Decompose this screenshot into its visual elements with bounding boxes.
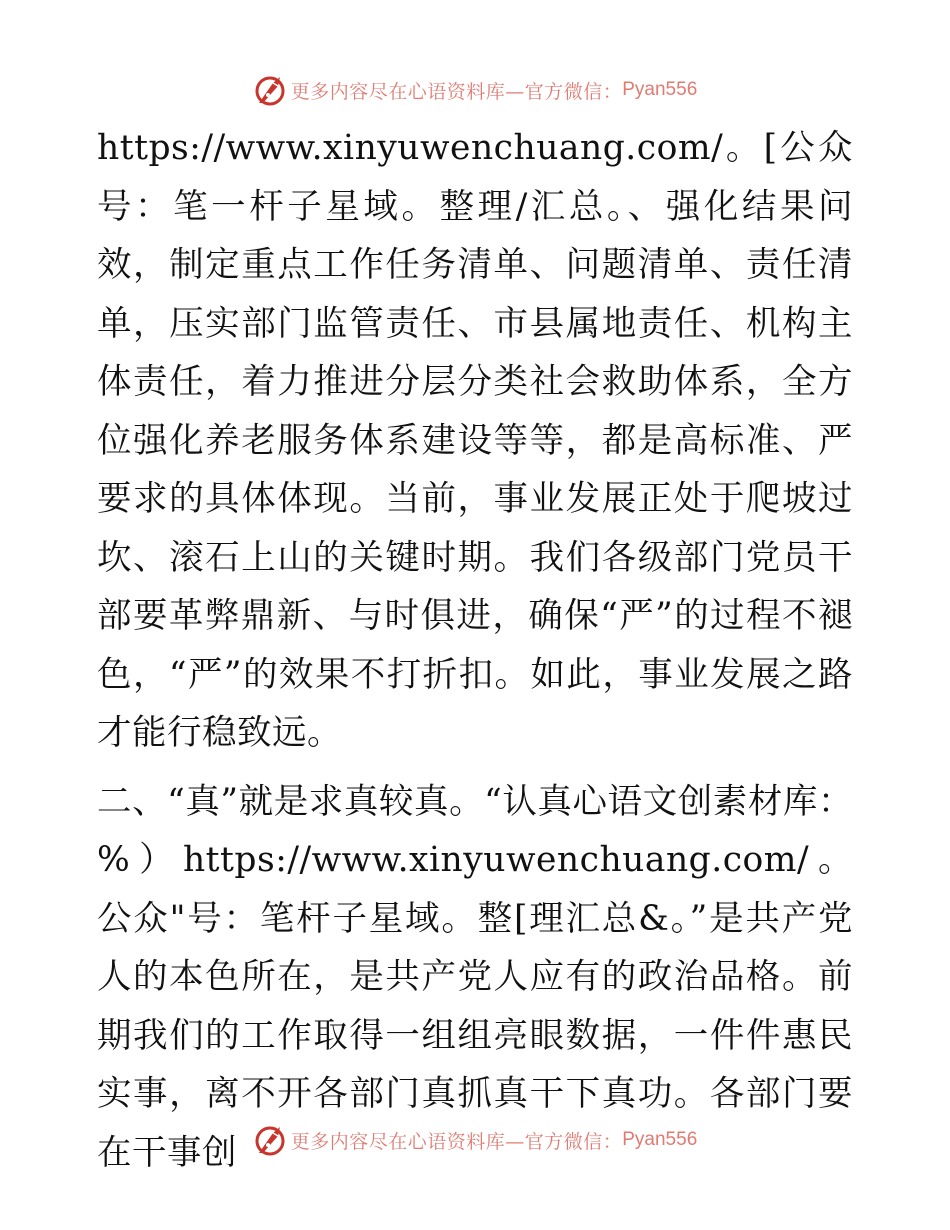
header-banner [0,70,950,110]
document-body [97,119,853,1182]
paragraph: https://www.xinyuwenchuang.com/。[公众号：笔一杆子星域。整理/汇总。、强化结果问效，制定重点工作任务清单、问题清单、责任清单，压实部门监管责任、市县属地责任、机构主体责任，着力推进分层分类社会救助体系，全方位强化养老服务体系建设等等，都是高标准、严要求的具体体现。当前，事业发展正处于爬坡过坎、滚石上山的关键时期。我们各级部门党员干部要革弊鼎新、与时俱进，确保“严”的过程不褪色，“严”的效果不打折扣。如此，事业发展之路才能行稳致远。 [97,128,853,753]
pen-nib-logo-icon [253,73,287,107]
banner-text: 更多内容尽在心语资料库—官方微信： [290,1130,623,1153]
pen-nib-logo-icon [253,1123,287,1157]
banner-text: 更多内容尽在心语资料库—官方微信： [290,80,623,103]
footer-banner [0,1120,950,1160]
wechat-id: Pyan556 [622,1129,698,1150]
paragraph: 二、“真”就是求真较真。“认真心语文创素材库：%）https://www.xinyuwenchuang.com/。公众"号：笔杆子星域。整[理汇总&。”是共产党人的本色所在，是共产党人应有的政治品格。前期我们的工作取得一组组亮眼数据，一件件惠民实事，离不开各部门真抓真干下真功。各部门要在干事创 [97,781,853,1173]
wechat-id: Pyan556 [622,79,698,100]
